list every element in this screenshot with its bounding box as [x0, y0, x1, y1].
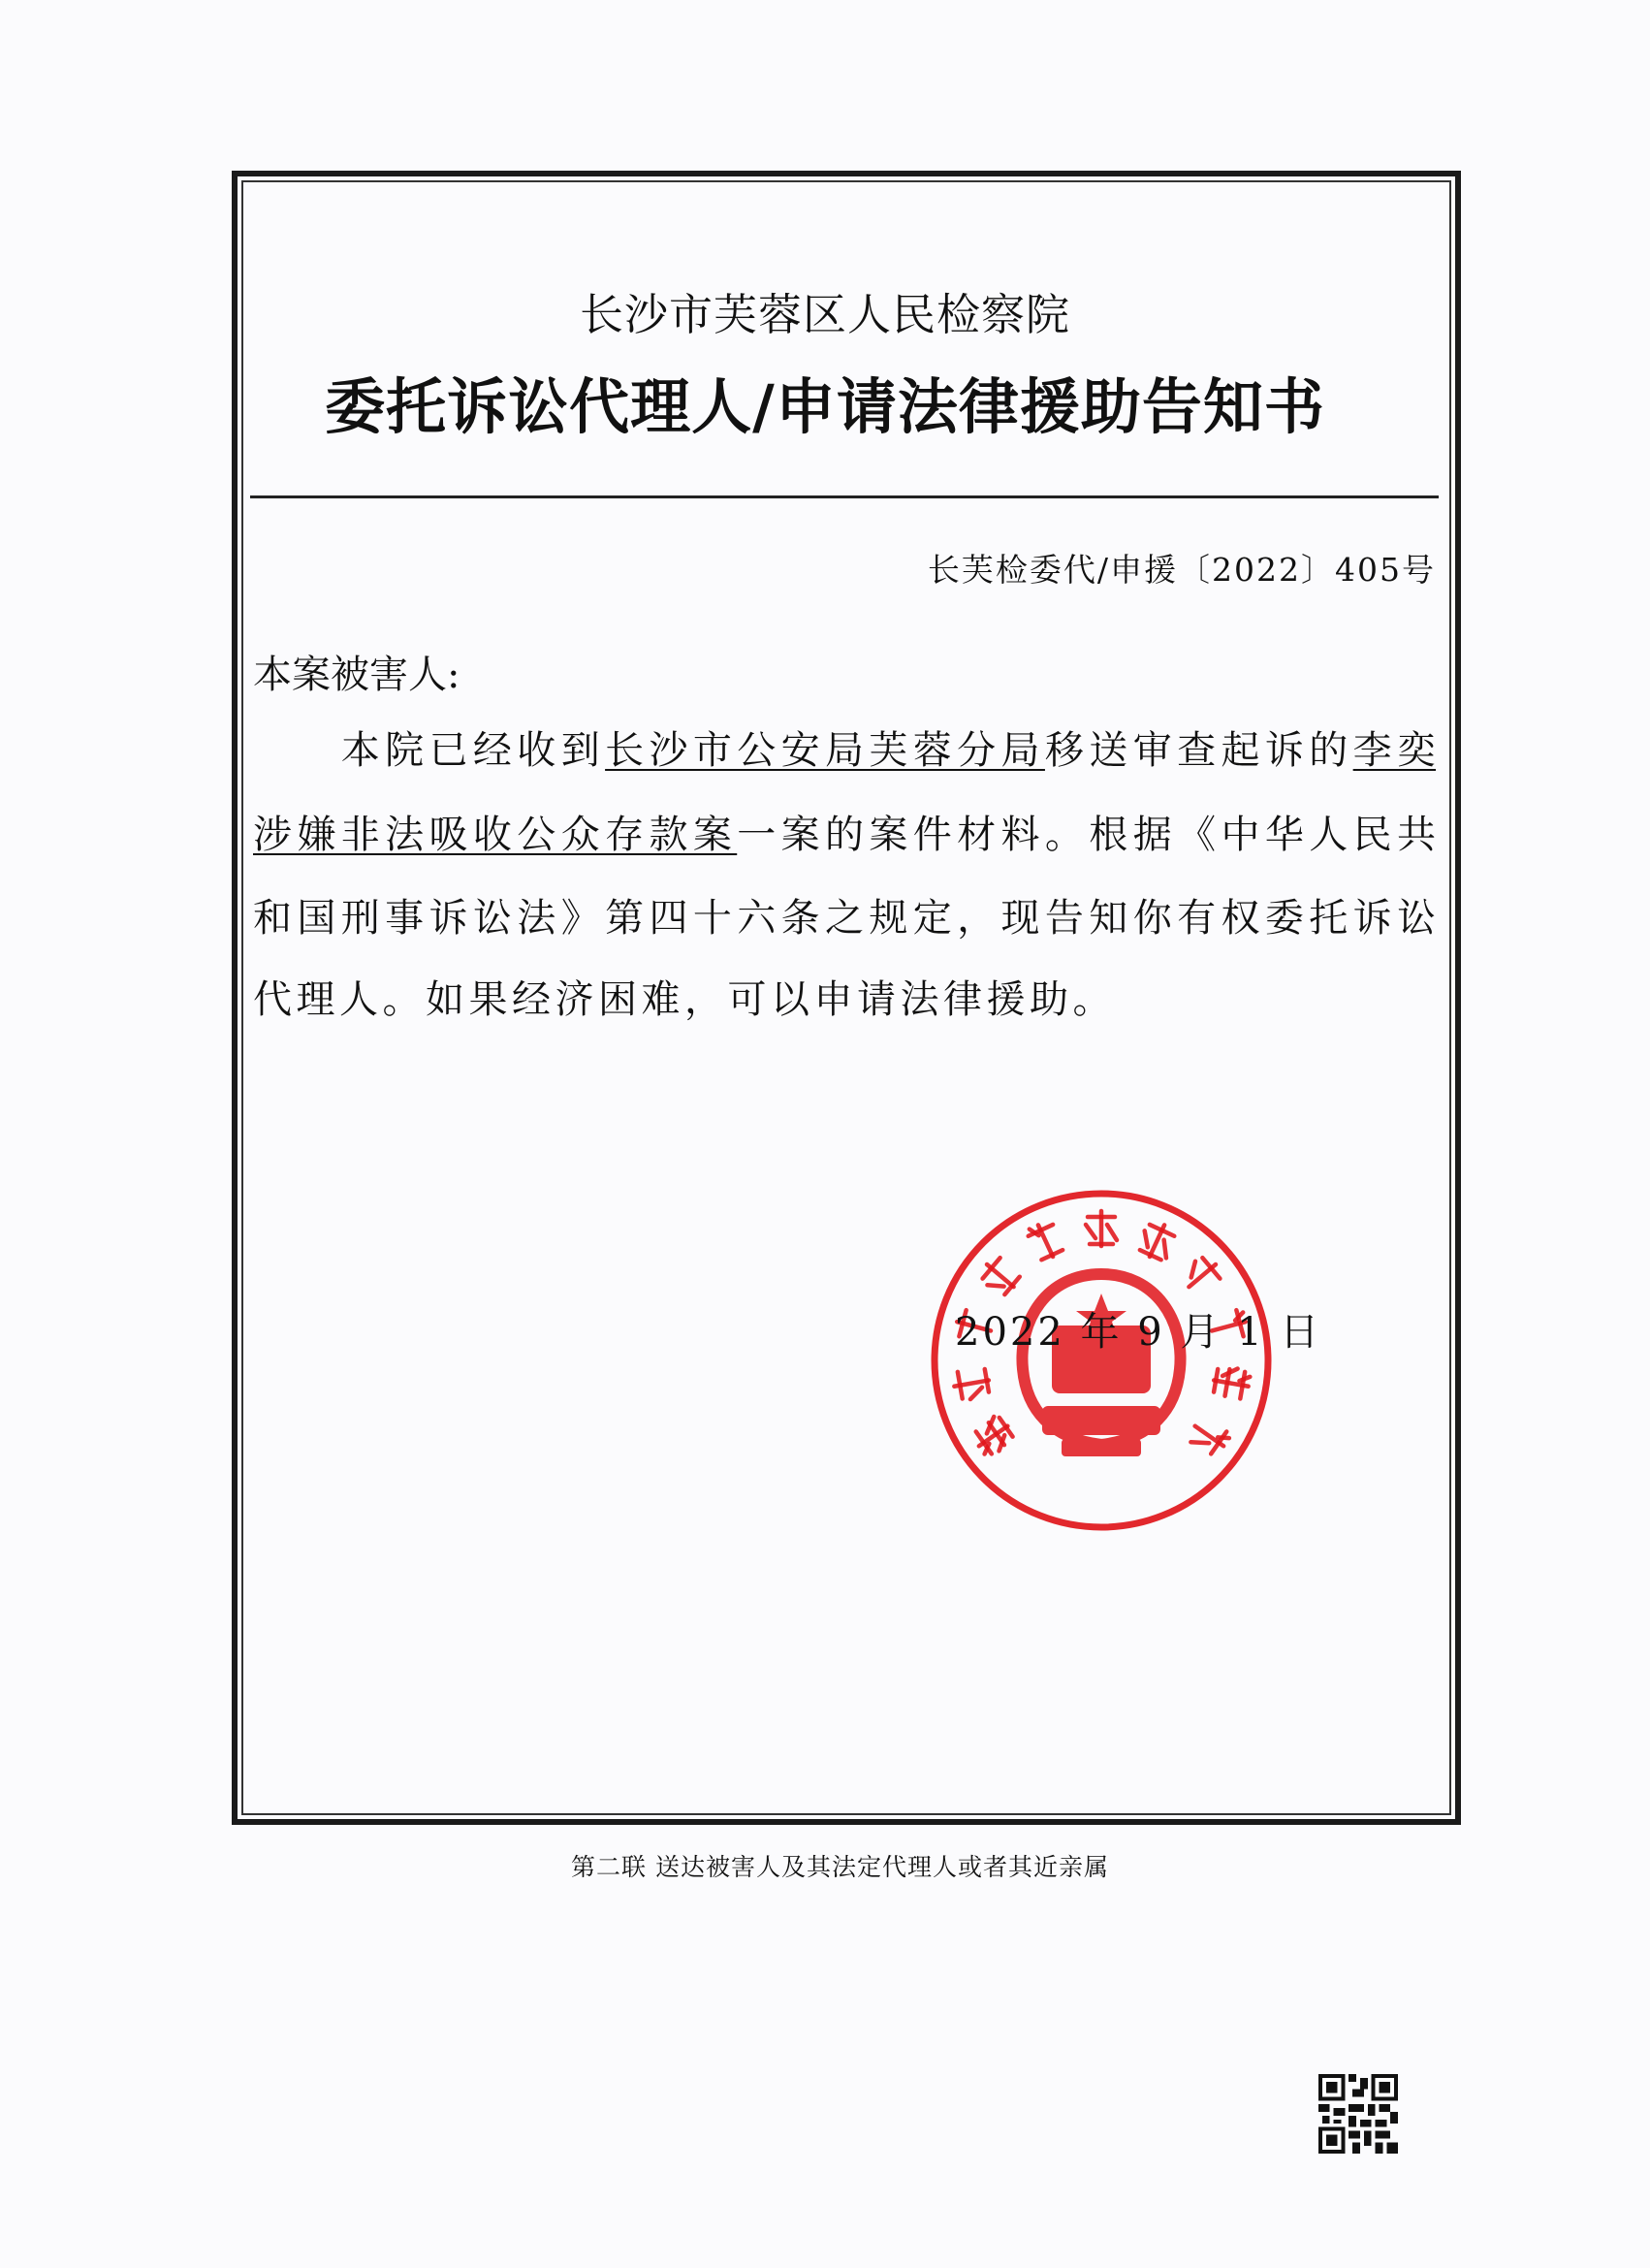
body-line-1: [253, 725, 1436, 776]
seal-glyph-mark: [1179, 1253, 1224, 1297]
seal-glyph-mark: [1212, 1365, 1252, 1400]
suspect-name: 李奕: [1352, 728, 1437, 773]
seal-glyph-mark: [1086, 1211, 1117, 1246]
document-number: 长芙检委代/申援〔2022〕405号: [927, 551, 1436, 589]
seal-glyph-mark: [952, 1367, 992, 1402]
case-name: 涉嫌非法吸收公众存款案: [253, 813, 738, 857]
title-divider: [250, 495, 1439, 498]
seal-glyph-mark: [1026, 1219, 1065, 1262]
body-line-4: 代理人。如果经济困难，可以申请法律援助。: [253, 977, 1116, 1022]
body-text: 一案的案件材料。根据《中华人民共: [737, 813, 1437, 857]
qr-code-icon: [1318, 2074, 1398, 2154]
referring-agency: 长沙市公安局芙蓉分局: [605, 728, 1045, 773]
organization-name: 长沙市芙蓉区人民检察院: [579, 289, 1070, 340]
salutation: 本案被害人:: [253, 653, 460, 697]
document-title: 委托诉讼代理人/申请法律援助告知书: [325, 371, 1325, 442]
body-line-3: 和国刑事诉讼法》第四十六条之规定，现告知你有权委托诉讼: [253, 896, 1436, 941]
body-text: 移送审查起诉的: [1044, 728, 1353, 773]
body-text: 本院已经收到: [253, 728, 606, 773]
official-seal-icon: [926, 1185, 1277, 1536]
copy-note-footer: 第二联 送达被害人及其法定代理人或者其近亲属: [571, 1853, 1109, 1881]
seal-glyph-mark: [1135, 1219, 1178, 1263]
seal-glyph-mark: [977, 1254, 1023, 1298]
body-line-2: [253, 810, 1436, 860]
issue-date: 2022 年 9 月 1 日: [955, 1310, 1322, 1355]
seal-glyph-mark: [970, 1414, 1017, 1459]
seal-glyph-mark: [1186, 1415, 1231, 1458]
